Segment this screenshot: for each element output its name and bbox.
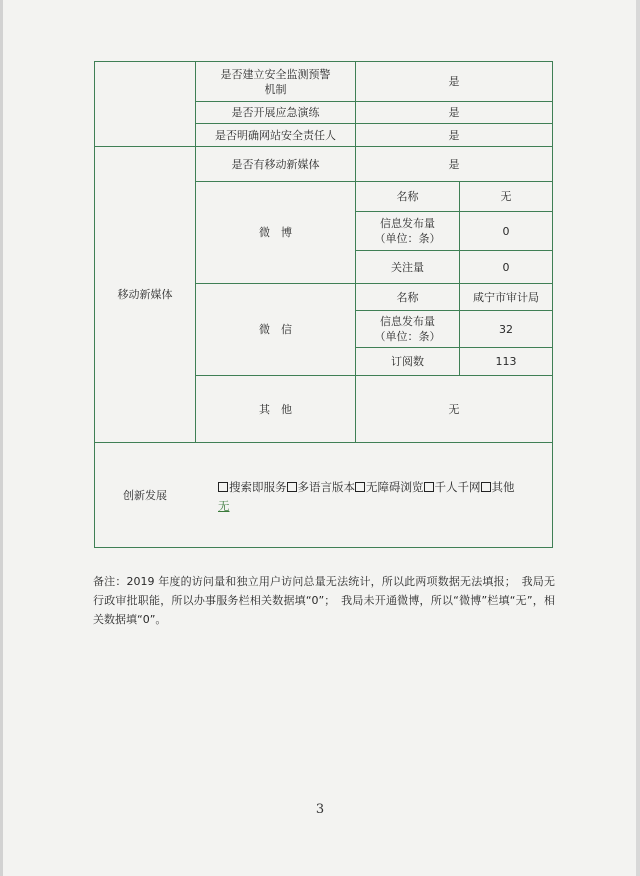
checkbox-search-service[interactable] [218,482,228,492]
weixin-name-label: 名称 [396,290,419,304]
other-option-value: 无 [218,499,230,513]
weibo-followers-value: 0 [502,260,510,274]
other-media-label: 其 他 [259,402,292,416]
mobile-media-section-label: 移动新媒体 [117,288,173,301]
weibo-posts-label: 信息发布量（单位：条） [374,217,441,245]
weixin-subscribers-value: 113 [495,355,517,368]
emergency-drill-label: 是否开展应急演练 [231,106,320,119]
option-accessibility: 无障碍浏览 [366,480,424,494]
footnote: 备注：2019 年度的访问量和独立用户访问总量无法统计，所以此两项数据无法填报； 我局无行政审批职能，所以办事服务栏相关数据填“0”； 我局未开通微博，所以“微博”栏填“无”，相关数据填“0”。 [93,575,555,626]
weixin-posts-value: 32 [499,322,513,336]
weibo-name-label: 名称 [396,190,419,203]
other-media-value: 无 [448,402,460,416]
page-number: 3 [315,802,325,817]
checkbox-multilingual[interactable] [287,482,297,492]
security-officer-value: 是 [448,128,460,142]
option-personalized: 千人千网 [434,480,481,494]
weibo-followers-label: 关注量 [391,260,424,274]
checkbox-personalized[interactable] [424,482,434,492]
weixin-subscribers-label: 订阅数 [391,355,424,368]
weibo-label: 微 博 [259,226,292,239]
weixin-label: 微 信 [259,323,292,336]
security-monitoring-value: 是 [448,75,460,88]
innovation-section-label: 创新发展 [123,488,167,502]
weixin-name-value: 咸宁市审计局 [473,290,539,304]
weixin-posts-label: 信息发布量（单位：条） [374,315,441,343]
security-officer-label: 是否明确网站安全责任人 [215,128,336,142]
option-search-service: 搜索即服务 [229,480,287,494]
weibo-name-value: 无 [500,190,512,203]
security-monitoring-label: 是否建立安全监测预警机制 [220,67,331,96]
innovation-options [218,478,548,516]
emergency-drill-value: 是 [448,106,460,119]
option-other: 其他 [491,480,515,494]
option-multilingual: 多语言版本 [297,480,355,494]
checkbox-accessibility[interactable] [355,482,365,492]
has-mobile-media-value: 是 [448,157,460,171]
checkbox-other[interactable] [481,482,491,492]
has-mobile-media-label: 是否有移动新媒体 [231,157,320,171]
weibo-posts-value: 0 [502,224,510,238]
